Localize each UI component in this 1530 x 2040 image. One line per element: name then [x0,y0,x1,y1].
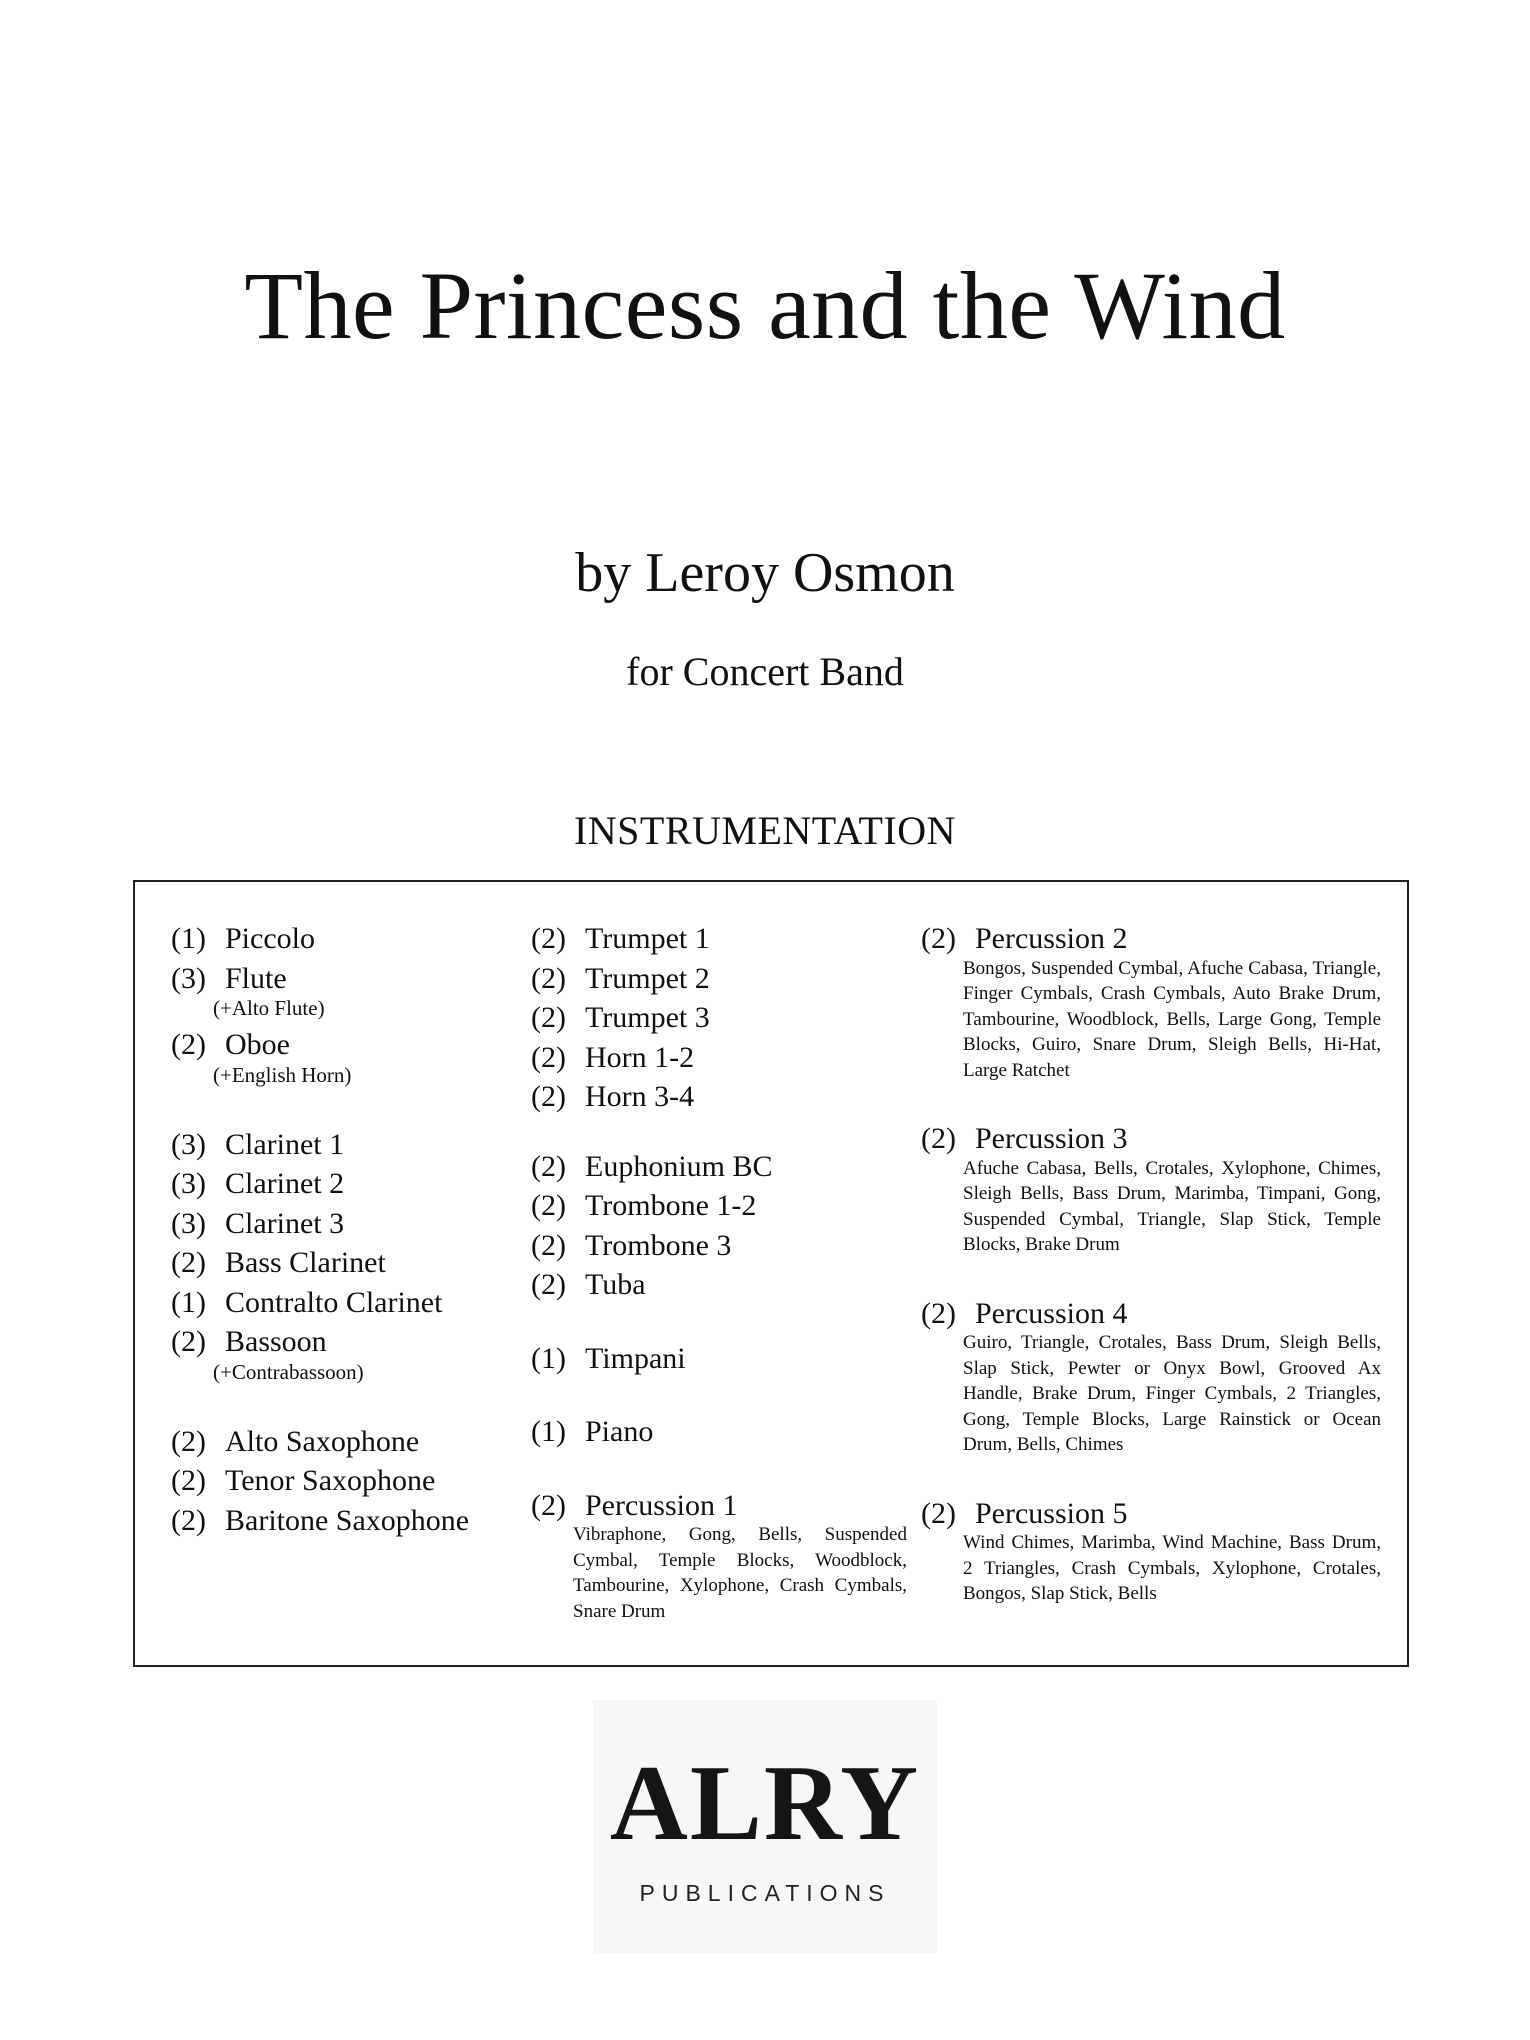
instrument-row: (2) Bass Clarinet [171,1246,386,1279]
instrument-note: (+English Horn) [213,1062,352,1087]
instrument-row: (2) Tuba [531,1268,646,1301]
instrument-row: (2) Bassoon [171,1325,327,1358]
instrument-row: (1) Piano [531,1415,654,1448]
instrument-row: (2) Trombone 1-2 [531,1189,757,1222]
percussion-description: Afuche Cabasa, Bells, Crotales, Xylophone, Chimes, Sleigh Bells, Bass Drum, Marimba, Timpani, Gong, Suspended Cymbal, Triangle, Slap Stick, Temple Blocks, Brake Drum [963,1157,1381,1255]
page-title: The Princess and the Wind [244,252,1286,359]
instrument-row: (2) Percussion 1 [531,1488,738,1522]
instrument-row: (1) Contralto Clarinet [171,1285,443,1319]
ensemble-label: for Concert Band [626,649,904,694]
instrument-row: (3) Clarinet 1 [171,1127,345,1161]
instrumentation-heading: INSTRUMENTATION [573,808,957,853]
instrument-row: (2) Percussion 2 [921,922,1128,955]
instrumentation-column-3 [921,919,1381,1607]
instrumentation-column-1 [171,919,511,1540]
instrument-row: (2) Trumpet 2 [531,961,710,995]
instrumentation-box [133,880,1409,1667]
instrument-row: (2) Horn 1-2 [531,1040,695,1074]
instrument-row: (2) Trombone 3 [531,1228,732,1262]
instrument-row: (2) Oboe [171,1028,290,1061]
instrument-row: (1) Timpani [531,1341,686,1375]
percussion-description: Guiro, Triangle, Crotales, Bass Drum, Sleigh Bells, Slap Stick, Pewter or Onyx Bowl, Grooved Ax Handle, Brake Drum, Finger Cymbals, 2 Triangles, Gong, Temple Blocks, Large Rainstick or Ocean Drum, Bells, Chimes [963,1332,1381,1455]
instrument-row: (2) Trumpet 3 [531,1001,710,1034]
percussion-description: Bongos, Suspended Cymbal, Afuche Cabasa, Triangle, Finger Cymbals, Crash Cymbals, Auto Brake Drum, Tambourine, Woodblock, Bells, Large Gong, Temple Blocks, Guiro, Snare Drum, Sleigh Bells, Hi-Hat, Large Ratchet [963,957,1381,1081]
instrument-row: (2) Alto Saxophone [171,1424,420,1458]
instrument-note: (+Contrabassoon) [213,1359,364,1384]
instrument-row: (1) Piccolo [171,922,315,955]
percussion-description: Wind Chimes, Marimba, Wind Machine, Bass Drum, 2 Triangles, Crash Cymbals, Xylophone, Crotales, Bongos, Slap Stick, Bells [963,1532,1381,1604]
instrument-row: (2) Percussion 5 [921,1496,1128,1530]
instrument-row: (3) Clarinet 3 [171,1206,345,1240]
instrument-note: (+Alto Flute) [213,996,325,1020]
instrument-row: (2) Tenor Saxophone [171,1464,436,1497]
publisher-logo-tagline: PUBLICATIONS [639,1880,891,1906]
instrumentation-column-2 [531,919,907,1624]
instrument-row: (3) Clarinet 2 [171,1167,345,1200]
instrument-row: (2) Percussion 4 [921,1296,1128,1330]
composer-credit: by Leroy Osmon [575,542,955,604]
instrument-row: (3) Flute [171,961,287,995]
instrument-row: (2) Trumpet 1 [531,922,710,955]
publisher-logo-name: ALRY [609,1744,921,1863]
instrument-row: (2) Baritone Saxophone [171,1503,470,1537]
instrument-row: (2) Percussion 3 [921,1122,1128,1155]
percussion-description: Vibraphone, Gong, Bells, Suspended Cymbal, Temple Blocks, Woodblock, Tambourine, Xylophone, Crash Cymbals, Snare Drum [573,1524,907,1622]
instrument-row: (2) Euphonium BC [531,1149,773,1183]
instrument-row: (2) Horn 3-4 [531,1080,695,1113]
